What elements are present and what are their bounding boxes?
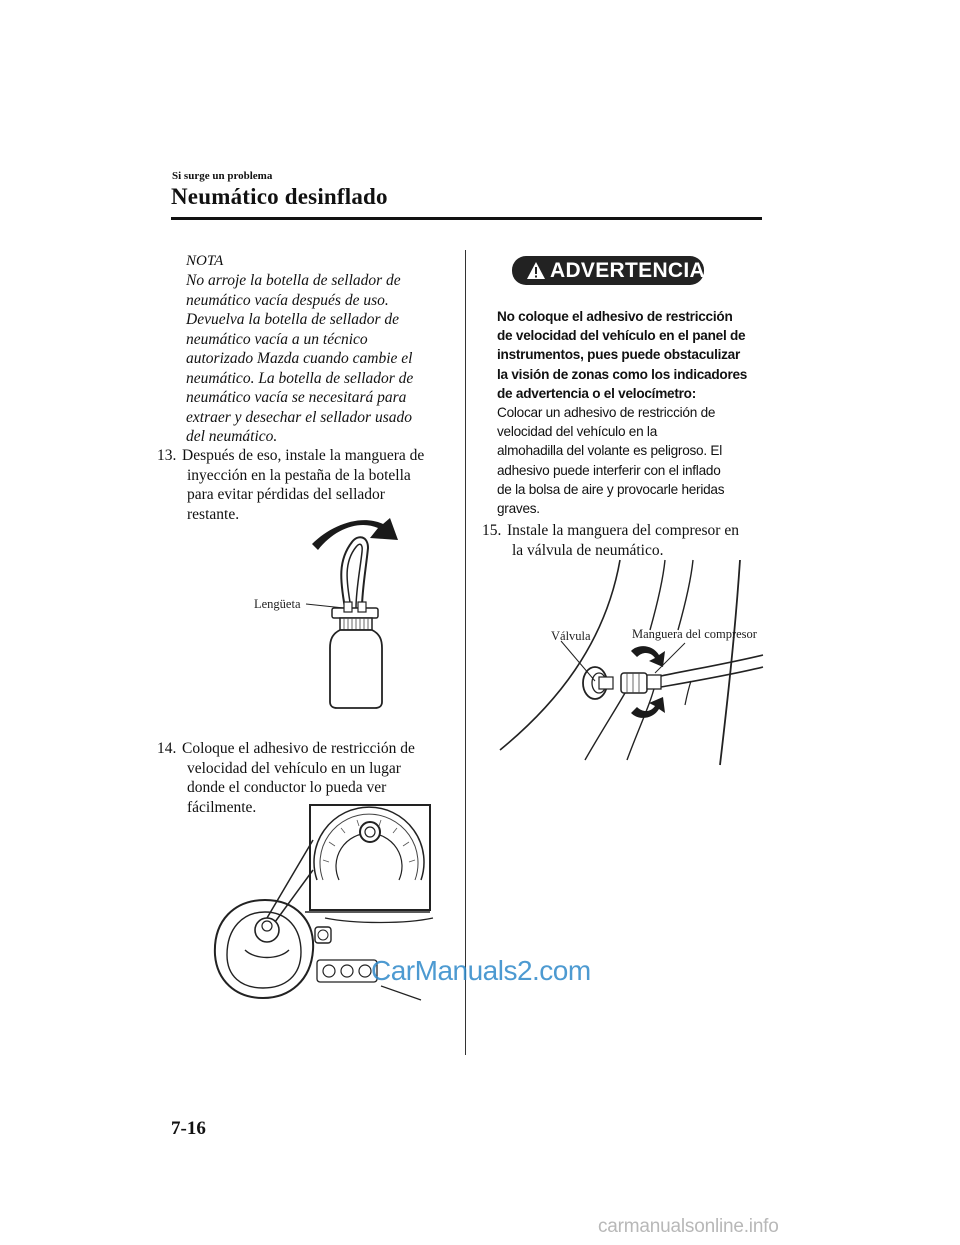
valve-illustration bbox=[495, 555, 765, 770]
note-line: neumático. La botella de sellador de bbox=[186, 369, 414, 387]
step-line: Instale la manguera del compresor en bbox=[507, 522, 739, 539]
warning-line: graves. bbox=[497, 501, 540, 517]
warning-badge bbox=[512, 256, 704, 285]
step-line: Coloque el adhesivo de restricción de bbox=[182, 740, 415, 757]
title-rule bbox=[171, 217, 762, 220]
column-divider bbox=[465, 250, 466, 1055]
step-line: la válvula de neumático. bbox=[512, 541, 664, 559]
warning-label: ADVERTENCIA bbox=[550, 259, 705, 282]
step-line: fácilmente. bbox=[187, 798, 257, 816]
warning-bold-line: la visión de zonas como los indicadores bbox=[497, 366, 748, 382]
note-line: extraer y desechar el sellador usado bbox=[186, 408, 412, 426]
warning-body bbox=[497, 307, 765, 518]
step-line: para evitar pérdidas del sellador bbox=[187, 486, 385, 503]
bottle-illustration bbox=[240, 520, 440, 710]
warning-triangle-icon bbox=[526, 261, 546, 280]
step-line: inyección en la pestaña de la botella bbox=[187, 466, 411, 484]
rotate-arrow-icon bbox=[631, 646, 665, 667]
note-label: NOTA bbox=[186, 253, 224, 269]
page-number: 7-16 bbox=[171, 1118, 206, 1139]
warning-bold-line: de velocidad del vehículo en el panel de bbox=[497, 328, 746, 344]
note-body bbox=[186, 271, 456, 447]
note-line: Devuelva la botella de sellador de bbox=[186, 311, 400, 328]
step-line: donde el conductor lo pueda ver bbox=[187, 779, 387, 796]
warning-line: velocidad del vehículo en la bbox=[497, 424, 658, 440]
note-line: neumático vacía a un técnico bbox=[186, 330, 368, 348]
warning-line: almohadilla del volante es peligroso. El bbox=[497, 443, 723, 459]
warning-bold-line: No coloque el adhesivo de restricción bbox=[497, 309, 733, 324]
section-label: Si surge un problema bbox=[172, 170, 273, 182]
bottle-caption: Lengüeta bbox=[254, 597, 301, 611]
valve-caption: Válvula bbox=[551, 629, 591, 643]
warning-line: de la bolsa de aire y provocarle heridas bbox=[497, 481, 725, 497]
note-line: neumático vacía después de uso. bbox=[186, 291, 389, 309]
warning-line: adhesivo puede interferir con el inflado bbox=[497, 462, 721, 478]
watermark: CarManuals2.com bbox=[371, 955, 591, 986]
note-line: autorizado Mazda cuando cambie el bbox=[186, 350, 413, 367]
step-line: Después de eso, instale la manguera de bbox=[182, 447, 425, 464]
watermark-footer: carmanualsonline.info bbox=[598, 1216, 779, 1237]
page-title: Neumático desinflado bbox=[171, 184, 388, 209]
note-line: del neumático. bbox=[186, 428, 278, 445]
note-line: neumático vacía se necesitará para bbox=[186, 389, 407, 406]
note-line: No arroje la botella de sellador de bbox=[186, 272, 401, 289]
step-line: restante. bbox=[187, 505, 240, 523]
warning-line: Colocar un adhesivo de restricción de bbox=[497, 405, 716, 421]
step-line: velocidad del vehículo en un lugar bbox=[187, 759, 401, 777]
step-number: 13. bbox=[157, 447, 177, 464]
warning-bold-line: instrumentos, pues puede obstaculizar bbox=[497, 347, 741, 363]
hose-caption: Manguera del compresor bbox=[632, 627, 757, 641]
step-text bbox=[182, 446, 425, 524]
step-number: 14. bbox=[157, 740, 177, 757]
rotate-arrow-icon bbox=[312, 518, 398, 550]
step-number: 15. bbox=[482, 522, 502, 539]
warning-bold-line: de advertencia o el velocímetro: bbox=[497, 385, 697, 401]
